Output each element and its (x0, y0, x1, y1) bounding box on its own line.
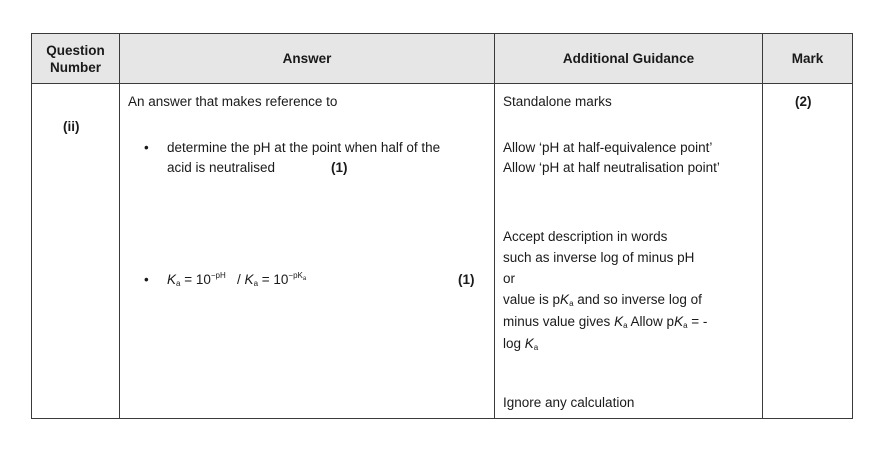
guidance-ignore: Ignore any calculation (503, 395, 635, 410)
header-question-number (32, 34, 119, 83)
ka-symbol: K (167, 272, 177, 287)
guidance-text: log (503, 336, 525, 351)
guidance-accept-1: Accept description in words (503, 229, 668, 244)
mark-total: (2) (795, 94, 812, 109)
header-answer: Answer (282, 51, 332, 66)
guidance-text: Allow p (627, 314, 675, 329)
ka-subscript: a (176, 279, 181, 288)
exponent-subscript: a (302, 276, 307, 282)
ka-subscript: a (533, 343, 539, 352)
ka-symbol: K (674, 314, 684, 329)
guidance-allow-2: Allow ‘pH at half neutralisation point’ (503, 160, 720, 175)
answer-point2-mark: (1) (458, 272, 475, 287)
exponent-minus-pka (288, 271, 306, 280)
equals-ten: = 10 (180, 272, 211, 287)
equals-ten: = 10 (258, 272, 289, 287)
guidance-minus-line (503, 312, 707, 331)
guidance-log-line (503, 334, 538, 353)
ka-symbol: K (244, 272, 254, 287)
header-mark: Mark (791, 51, 824, 66)
exponent-minus-ph: −pH (210, 271, 226, 280)
column-divider (494, 34, 495, 418)
separator: / (225, 272, 245, 287)
guidance-value-line (503, 290, 702, 309)
answer-point1-line2: acid is neutralised (167, 160, 276, 175)
ka-subscript: a (569, 299, 574, 308)
guidance-text: value is p (503, 292, 561, 307)
guidance-accept-2: such as inverse log of minus pH (503, 250, 695, 265)
bullet-point: • (144, 140, 149, 155)
ka-subscript: a (683, 321, 688, 330)
header-guidance: Additional Guidance (562, 51, 695, 66)
exponent-minus-pk: −pK (288, 271, 303, 280)
bullet-point: • (144, 272, 149, 287)
ka-subscript: a (623, 321, 628, 330)
guidance-text: and so inverse log of (573, 292, 702, 307)
header-question-number-label: Question Number (46, 42, 105, 75)
guidance-standalone: Standalone marks (503, 94, 612, 109)
ka-symbol: K (560, 292, 570, 307)
column-divider (119, 34, 120, 418)
column-divider (762, 34, 763, 418)
answer-intro: An answer that makes reference to (128, 94, 338, 109)
ka-symbol: K (614, 314, 624, 329)
question-number: (ii) (63, 119, 80, 134)
answer-point2-equation (167, 270, 306, 289)
mark-scheme-table (31, 33, 853, 419)
guidance-allow-1: Allow ‘pH at half-equivalence point’ (503, 140, 713, 155)
answer-point1-mark: (1) (331, 160, 348, 175)
guidance-or: or (503, 271, 516, 286)
answer-point1-line1: determine the pH at the point when half of the (167, 140, 441, 155)
guidance-text: minus value gives (503, 314, 615, 329)
guidance-text: = - (687, 314, 708, 329)
ka-subscript: a (253, 279, 259, 288)
ka-symbol: K (524, 336, 534, 351)
